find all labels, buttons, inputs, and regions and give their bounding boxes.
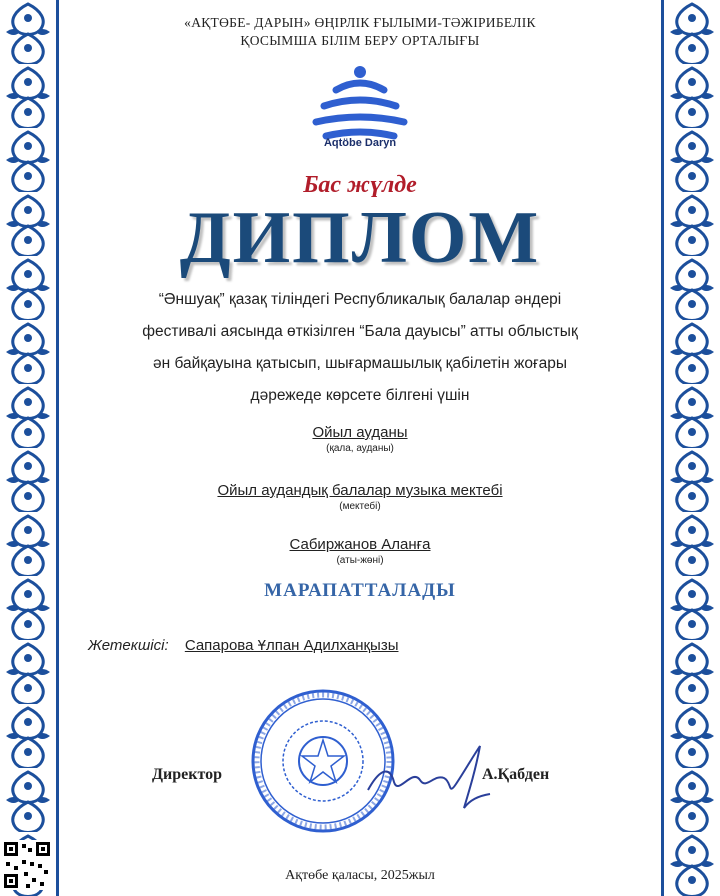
reason-line-2: фестивалі аясында өткізілген “Бала дауысы” атты облыстық bbox=[142, 323, 578, 340]
footer-location-year: Ақтөбе қаласы, 2025жыл bbox=[285, 868, 435, 883]
diploma-content bbox=[60, 0, 660, 896]
district-value: Ойыл ауданы bbox=[312, 424, 408, 441]
reason-line-1: “Әншуақ” қазақ тіліндегі Республикалық балалар әндері bbox=[158, 291, 562, 308]
award-text: МАРАПАТТАЛАДЫ bbox=[264, 580, 456, 601]
recipient-field bbox=[60, 536, 660, 568]
school-value: Ойыл аудандық балалар музыка мектебі bbox=[217, 482, 503, 499]
school-field bbox=[60, 482, 660, 514]
award-reason bbox=[70, 284, 650, 412]
mentor-line bbox=[88, 637, 398, 654]
logo-text: Aqtöbe Daryn bbox=[323, 137, 397, 149]
diploma-title: ДИПЛОМ bbox=[179, 197, 541, 279]
ornament-border-right-icon bbox=[664, 0, 720, 896]
prize-title: Бас жүлде bbox=[303, 172, 417, 198]
mentor-name: Сапарова Ұлпан Адилханқызы bbox=[184, 637, 399, 654]
school-hint: (мектебі) bbox=[339, 501, 381, 512]
district-field bbox=[60, 424, 660, 456]
org-line-1: «АҚТӨБЕ- ДАРЫН» ӨҢІРЛІК ҒЫЛЫМИ-ТӘЖІРИБЕЛІК bbox=[184, 15, 536, 30]
mentor-label: Жетекшісі: bbox=[88, 637, 169, 654]
ornament-border-left-icon bbox=[0, 0, 56, 896]
border-line-left bbox=[56, 0, 59, 896]
qr-code-icon bbox=[2, 840, 52, 890]
reason-line-3: ән байқауына қатысып, шығармашылық қабілетін жоғары bbox=[153, 355, 567, 372]
reason-line-4: дәрежеде көрсете білгені үшін bbox=[250, 387, 470, 404]
signature-icon bbox=[360, 738, 500, 818]
recipient-hint: (аты-жөні) bbox=[336, 555, 384, 566]
recipient-name: Сабиржанов Аланға bbox=[289, 536, 431, 553]
organization-name bbox=[60, 14, 660, 50]
border-line-right bbox=[661, 0, 664, 896]
director-label: Директор bbox=[152, 766, 222, 783]
district-hint: (қала, ауданы) bbox=[326, 443, 394, 454]
org-line-2: ҚОСЫМША БІЛІМ БЕРУ ОРТАЛЫҒЫ bbox=[240, 33, 480, 48]
director-name: А.Қабден bbox=[482, 766, 550, 783]
